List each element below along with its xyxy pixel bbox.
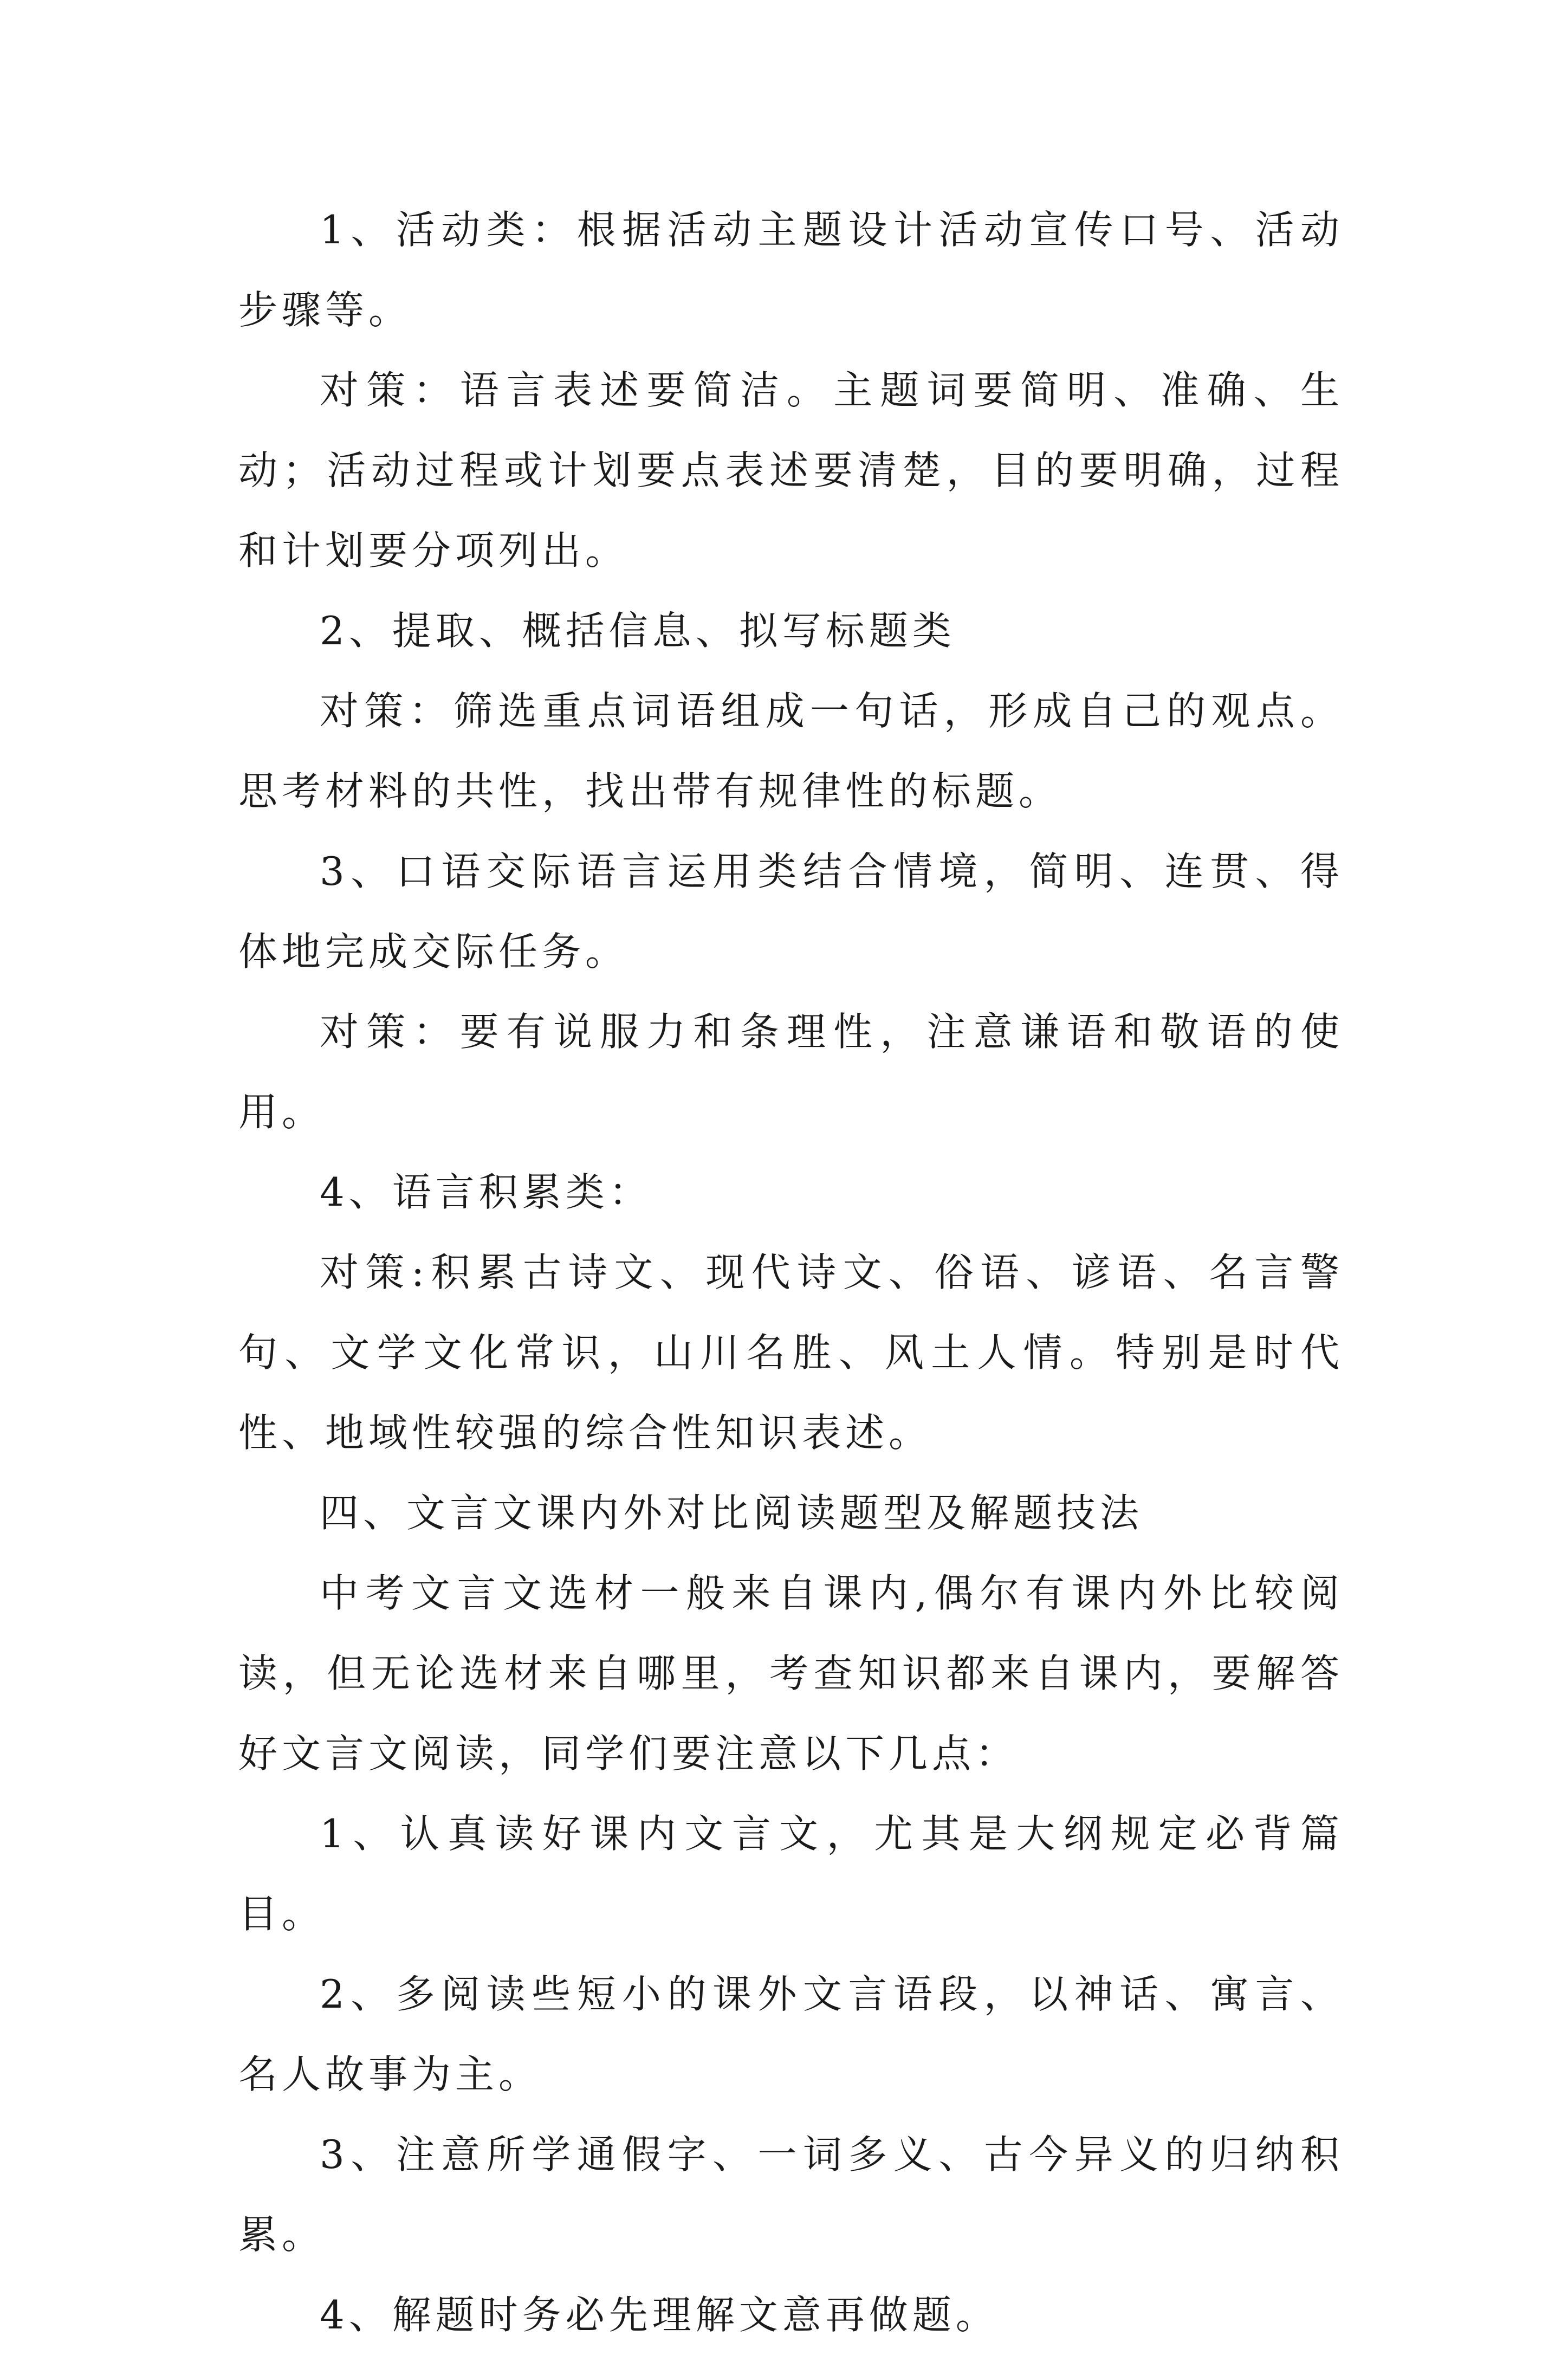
paragraph-language-accumulation-strategy: 对策:积累古诗文、现代诗文、俗语、谚语、名言警句、文学文化常识，山川名胜、风土人情。特别是时代性、地域性较强的综合性知识表述。	[238, 1250, 1344, 1455]
paragraph-tip-2: 2、多阅读些短小的课外文言语段，以神话、寓言、名人故事为主。	[238, 1971, 1344, 2097]
paragraph-tip-4: 4、解题时务必先理解文意再做题。	[320, 2292, 999, 2338]
paragraph-extract-info-type: 2、提取、概括信息、拟写标题类	[320, 608, 956, 654]
paragraph-language-accumulation-type: 4、语言积累类：	[320, 1169, 652, 1215]
paragraph-extract-info-strategy: 对策：筛选重点词语组成一句话，形成自己的观点。思考材料的共性，找出带有规律性的标题。	[238, 688, 1344, 814]
paragraph-classical-intro: 中考文言文选材一般来自课内,偶尔有课内外比较阅读，但无论选材来自哪里，考查知识都来自课内，要解答好文言文阅读，同学们要注意以下几点：	[238, 1570, 1344, 1776]
paragraph-oral-communication-strategy: 对策：要有说服力和条理性，注意谦语和敬语的使用。	[238, 1009, 1344, 1135]
paragraph-oral-communication-type: 3、口语交际语言运用类结合情境，简明、连贯、得体地完成交际任务。	[238, 849, 1344, 974]
document-body	[238, 190, 1344, 2355]
paragraph-activity-strategy: 对策：语言表述要简洁。主题词要简明、准确、生动；活动过程或计划要点表述要清楚，目的要明确，过程和计划要分项列出。	[238, 367, 1344, 573]
paragraph-tip-3: 3、注意所学通假字、一词多义、古今异义的归纳积累。	[238, 2132, 1344, 2257]
paragraph-tip-1: 1、认真读好课内文言文，尤其是大纲规定必背篇目。	[238, 1811, 1344, 1937]
section-heading-classical-reading: 四、文言文课内外对比阅读题型及解题技法	[320, 1490, 1144, 1536]
paragraph-activity-type: 1、活动类：根据活动主题设计活动宣传口号、活动步骤等。	[238, 207, 1344, 333]
